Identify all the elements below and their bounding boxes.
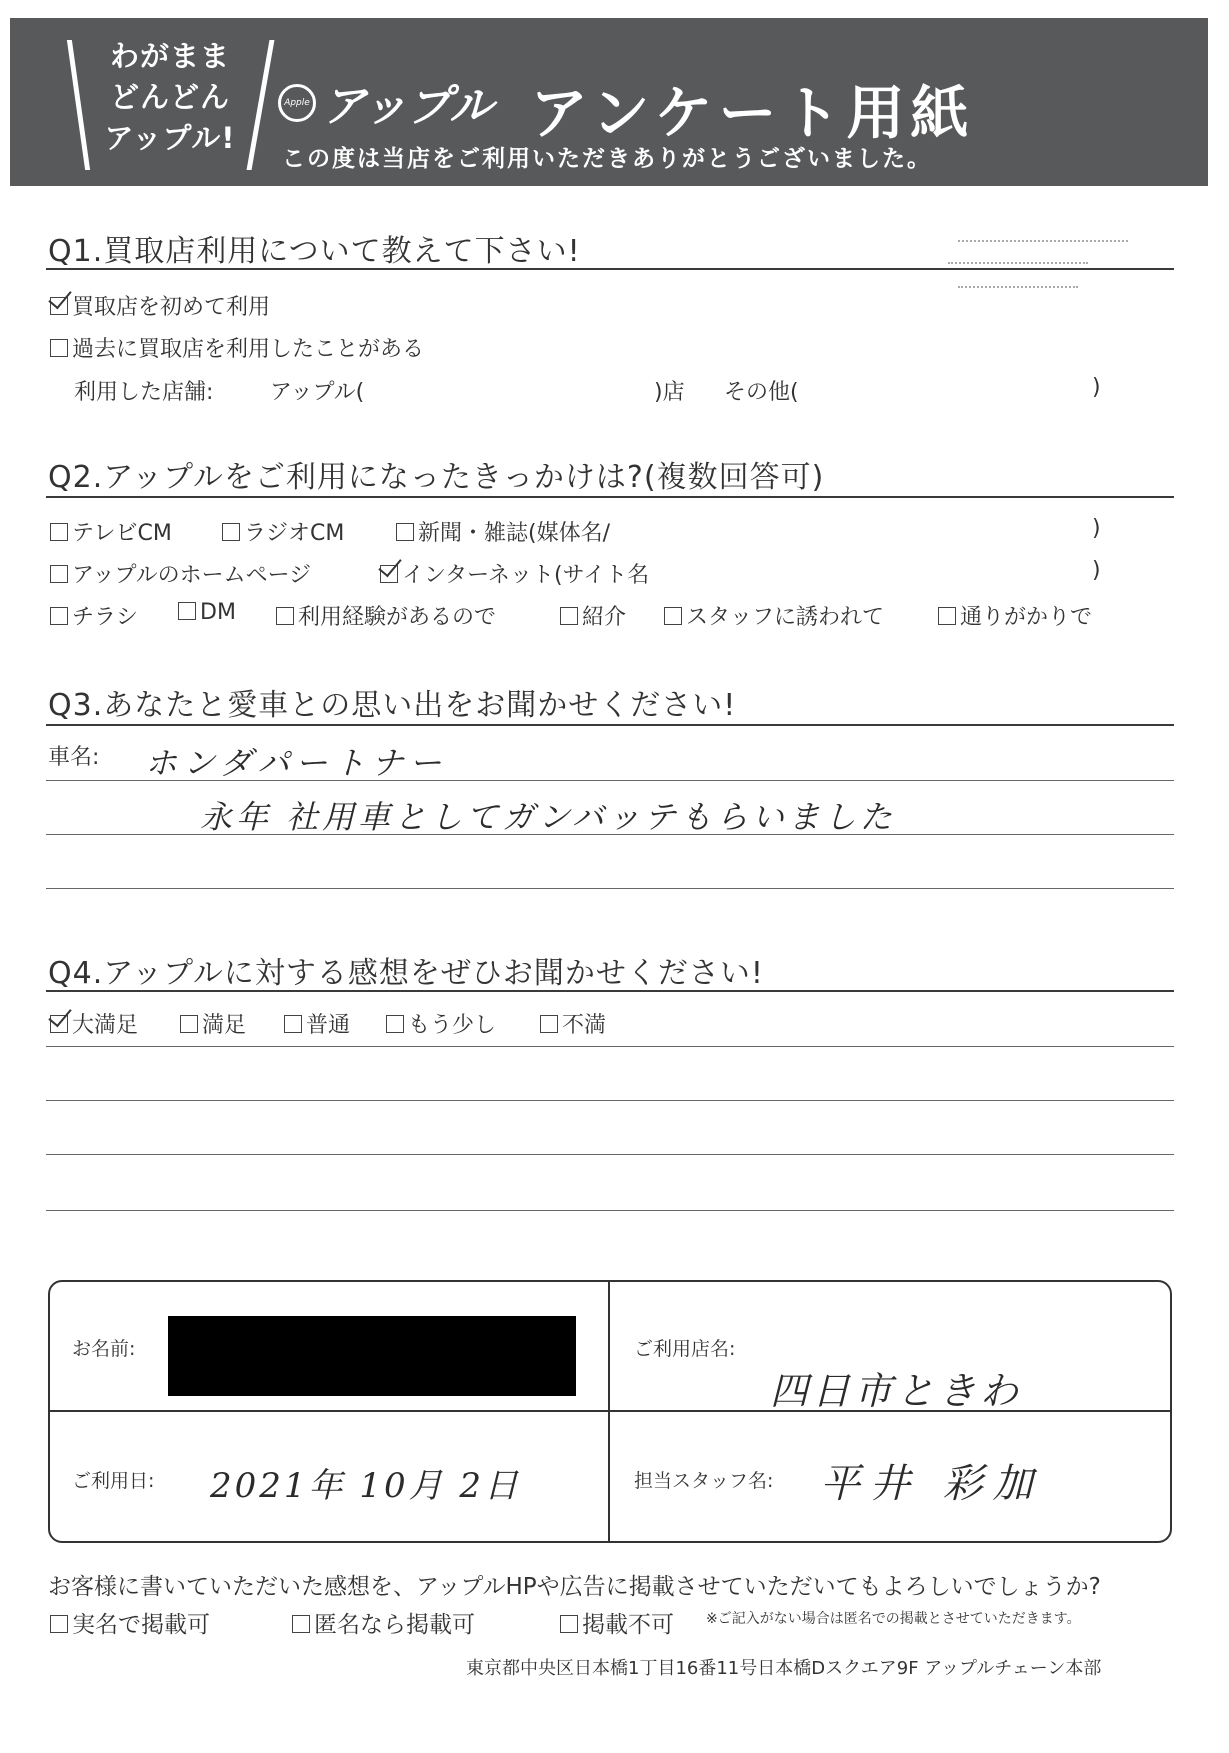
q2-option-label: スタッフに誘われて (686, 605, 885, 630)
q4-line (46, 1154, 1174, 1155)
q4-option-normal[interactable] (284, 1008, 350, 1039)
q2-option-homepage[interactable] (50, 558, 311, 589)
staff-name-label: 担当スタッフ名: (634, 1470, 774, 1492)
q2-option-newspaper[interactable] (396, 516, 610, 547)
car-name-label: 車名: (48, 745, 100, 770)
q2-row1-close: ) (1092, 516, 1101, 541)
checkbox[interactable] (540, 1015, 558, 1033)
q4-option-label: 不満 (562, 1013, 607, 1038)
store-name-handwritten: 四日市ときわ (770, 1369, 1023, 1413)
slogan-line: どんどん (109, 80, 230, 114)
company-address: 東京都中央区日本橋1丁目16番11号日本橋Dスクエア9F アップルチェーン本部 (466, 1658, 1102, 1679)
logo-text: アップル (322, 81, 494, 132)
checkbox[interactable] (560, 1615, 578, 1633)
q2-option-label: 利用経験があるので (298, 605, 497, 630)
checkbox[interactable] (50, 1615, 68, 1633)
store-line-apple: アップル( (270, 380, 365, 405)
q1-rule (46, 268, 1174, 270)
q1-heading: Q1.買取店利用について教えて下さい! (48, 234, 581, 269)
q2-option-label: チラシ (72, 605, 139, 630)
staff-name-handwritten: 平井 彩加 (820, 1461, 1043, 1507)
date-handwritten: 2021年 10月 2日 (210, 1466, 522, 1506)
q4-option-could-be-better[interactable] (386, 1008, 496, 1039)
store-line-prefix: 利用した店舗: (74, 380, 214, 405)
q2-rule (46, 496, 1174, 498)
q2-option-tv-cm[interactable] (50, 516, 172, 547)
consent-option-label: 実名で掲載可 (72, 1612, 210, 1638)
checkbox[interactable] (178, 602, 196, 620)
checkbox-checked[interactable] (50, 1015, 68, 1033)
q4-option-label: 普通 (306, 1013, 351, 1038)
q3-rule (46, 724, 1174, 726)
slogan (85, 36, 255, 159)
q4-option-satisfied[interactable] (180, 1008, 246, 1039)
q2-option-label: DM (200, 600, 236, 625)
scan-smudge (958, 240, 1128, 242)
q4-line (46, 1210, 1174, 1211)
consent-option-label: 匿名なら掲載可 (314, 1612, 475, 1638)
scan-smudge (958, 286, 1078, 288)
q2-option-label: 紹介 (582, 605, 627, 630)
q4-option-label: もう少し (408, 1013, 497, 1038)
q2-option-experience[interactable] (276, 600, 496, 631)
checkbox[interactable] (560, 607, 578, 625)
checkbox[interactable] (938, 607, 956, 625)
q1-option-label: 過去に買取店を利用したことがある (72, 337, 425, 362)
checkbox-checked[interactable] (50, 297, 68, 315)
q2-option-referral[interactable] (560, 600, 626, 631)
q2-option-label: テレビCM (72, 521, 172, 546)
car-memory-handwritten: 永年 社用車としてガンバッテもらいました (200, 798, 896, 836)
q2-option-radio-cm[interactable] (222, 516, 344, 547)
checkbox-checked[interactable] (380, 565, 398, 583)
form-subtitle: この度は当店をご利用いただきありがとうございました。 (282, 146, 932, 172)
checkbox[interactable] (50, 565, 68, 583)
q1-option-used-before[interactable] (50, 332, 424, 363)
consent-option-not-allowed[interactable] (560, 1606, 674, 1639)
car-name-handwritten: ホンダパートナー (145, 744, 448, 782)
q2-option-passing-by[interactable] (938, 600, 1092, 631)
scan-smudge (948, 262, 1088, 264)
form-title: アンケート用紙 (530, 79, 975, 147)
consent-option-anonymous[interactable] (292, 1606, 475, 1639)
consent-question: お客様に書いていただいた感想を、アップルHPや広告に掲載させていただいてもよろしいでしょうか? (48, 1574, 1101, 1600)
checkbox[interactable] (664, 607, 682, 625)
checkbox[interactable] (386, 1015, 404, 1033)
store-name-label: ご利用店名: (634, 1338, 736, 1360)
q2-heading: Q2.アップルをご利用になったきっかけは?(複数回答可) (48, 460, 825, 495)
q3-line (46, 888, 1174, 889)
q2-option-flyer[interactable] (50, 600, 138, 631)
q2-option-label: 通りがかりで (960, 605, 1093, 630)
q4-option-very-satisfied[interactable] (50, 1008, 138, 1039)
checkbox[interactable] (284, 1015, 302, 1033)
q2-option-label: ラジオCM (244, 521, 345, 546)
slogan-line: わがまま (109, 39, 230, 73)
checkbox[interactable] (276, 607, 294, 625)
q3-heading: Q3.あなたと愛車との思い出をお聞かせください! (48, 688, 737, 723)
q4-rule (46, 990, 1174, 992)
q2-option-label: アップルのホームページ (72, 563, 312, 588)
name-label: お名前: (72, 1338, 136, 1360)
q2-row2-close: ) (1092, 558, 1101, 583)
name-redaction (168, 1316, 576, 1396)
q2-option-label: インターネット(サイト名 (402, 563, 650, 588)
q3-line (46, 834, 1174, 835)
header-banner (10, 18, 1208, 186)
q2-option-internet[interactable] (380, 558, 649, 589)
q2-option-dm[interactable] (178, 600, 236, 625)
checkbox[interactable] (396, 523, 414, 541)
q1-option-first-time[interactable] (50, 290, 270, 321)
consent-option-real-name[interactable] (50, 1606, 210, 1639)
store-line-close: ) (1092, 375, 1101, 400)
consent-option-label: 掲載不可 (582, 1612, 674, 1638)
checkbox[interactable] (222, 523, 240, 541)
q1-option-label: 買取店を初めて利用 (72, 295, 271, 320)
checkbox[interactable] (50, 607, 68, 625)
q4-option-label: 満足 (202, 1013, 247, 1038)
slogan-line: アップル! (104, 121, 236, 155)
store-line-store-suffix: )店 (654, 380, 685, 405)
q4-line (46, 1046, 1174, 1047)
checkbox[interactable] (50, 523, 68, 541)
consent-note: ※ご記入がない場合は匿名での掲載とさせていただきます。 (706, 1611, 1081, 1627)
q4-option-dissatisfied[interactable] (540, 1008, 606, 1039)
q3-line (46, 780, 1174, 781)
q4-heading: Q4.アップルに対する感想をぜひお聞かせください! (48, 956, 764, 991)
store-line-other: その他( (724, 380, 799, 405)
q2-option-staff-invite[interactable] (664, 600, 884, 631)
q4-option-label: 大満足 (72, 1013, 139, 1038)
checkbox[interactable] (50, 339, 68, 357)
q4-line (46, 1100, 1174, 1101)
apple-logo-icon: Apple (278, 84, 316, 122)
checkbox[interactable] (292, 1615, 310, 1633)
q2-option-label: 新聞・雑誌(媒体名/ (418, 521, 610, 546)
date-label: ご利用日: (72, 1470, 155, 1492)
checkbox[interactable] (180, 1015, 198, 1033)
